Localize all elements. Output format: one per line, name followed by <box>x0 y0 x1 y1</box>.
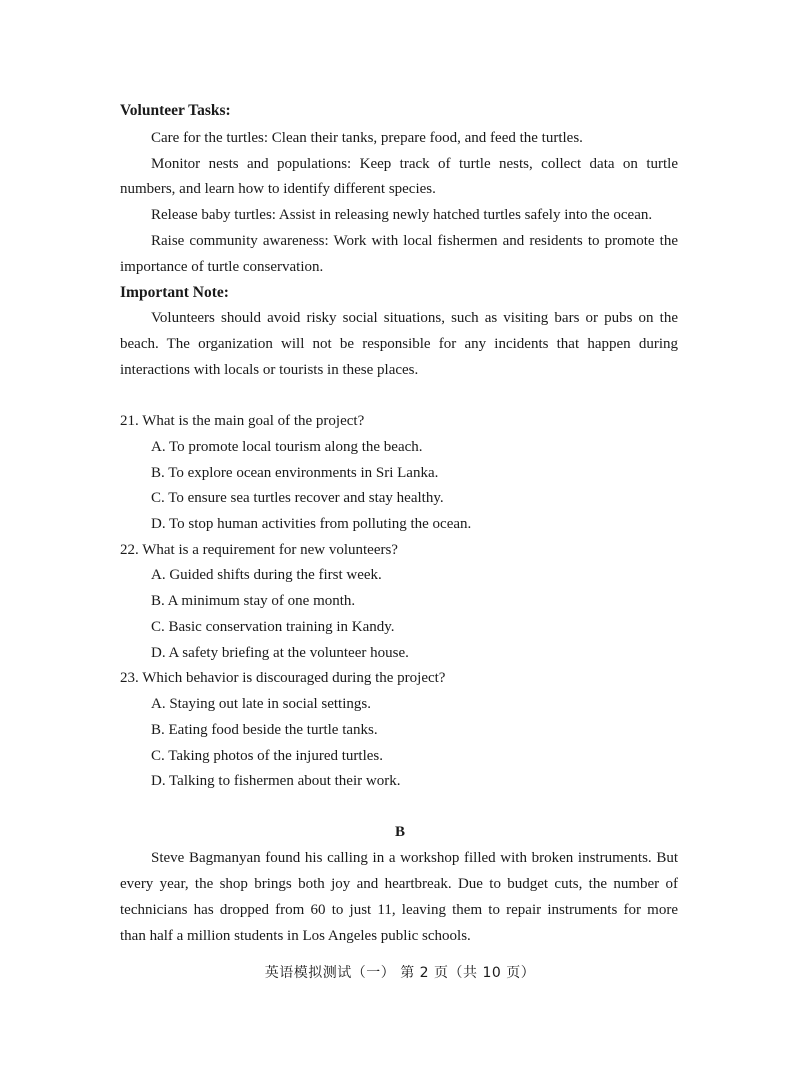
section-b-title: B <box>394 824 405 840</box>
passage-b-line3: technicians has dropped from 60 to just 11, leaving them to repair instruments for more <box>120 902 678 918</box>
note-line3: interactions with locals or tourists in these places. <box>120 362 419 378</box>
task-release: Release baby turtles: Assist in releasing newly hatched turtles safely into the ocean. <box>151 207 653 223</box>
passage-b-line2: every year, the shop brings both joy and heartbreak. Due to budget cuts, the number of <box>120 876 678 892</box>
note-line1: Volunteers should avoid risky social situations, such as visiting bars or pubs on the <box>151 310 678 326</box>
question-21-option-b: B. To explore ocean environments in Sri Lanka. <box>151 465 439 481</box>
question-23-option-d: D. Talking to fishermen about their work. <box>151 773 401 789</box>
passage-b-line1: Steve Bagmanyan found his calling in a workshop filled with broken instruments. But <box>151 850 678 866</box>
important-note-heading: Important Note: <box>120 284 229 301</box>
volunteer-tasks-heading: Volunteer Tasks: <box>120 102 231 119</box>
question-23-option-a: A. Staying out late in social settings. <box>151 696 371 712</box>
question-21-option-a: A. To promote local tourism along the beach. <box>151 439 423 455</box>
question-22-option-b: B. A minimum stay of one month. <box>151 593 356 609</box>
question-22-option-c: C. Basic conservation training in Kandy. <box>151 619 395 635</box>
task-raise-line1: Raise community awareness: Work with local fishermen and residents to promote the <box>151 233 678 249</box>
task-monitor-line1: Monitor nests and populations: Keep track of turtle nests, collect data on turtle <box>151 156 678 172</box>
question-23-option-b: B. Eating food beside the turtle tanks. <box>151 722 378 738</box>
question-22-option-a: A. Guided shifts during the first week. <box>151 567 382 583</box>
question-21-stem: 21. What is the main goal of the project? <box>120 413 365 429</box>
question-21-option-c: C. To ensure sea turtles recover and stay healthy. <box>151 490 444 506</box>
question-23-stem: 23. Which behavior is discouraged during the project? <box>120 670 446 686</box>
passage-b-line4: than half a million students in Los Angeles public schools. <box>120 928 471 944</box>
task-raise-line2: importance of turtle conservation. <box>120 259 324 275</box>
task-monitor-line2: numbers, and learn how to identify different species. <box>120 181 436 197</box>
question-22-option-d: D. A safety briefing at the volunteer house. <box>151 645 409 661</box>
task-care: Care for the turtles: Clean their tanks, prepare food, and feed the turtles. <box>151 130 583 146</box>
question-22-stem: 22. What is a requirement for new volunteers? <box>120 542 398 558</box>
note-line2: beach. The organization will not be responsible for any incidents that happen during <box>120 336 678 352</box>
question-21-option-d: D. To stop human activities from polluting the ocean. <box>151 516 472 532</box>
question-23-option-c: C. Taking photos of the injured turtles. <box>151 748 383 764</box>
page-footer: 英语模拟测试（一） 第 2 页（共 10 页） <box>264 965 536 981</box>
